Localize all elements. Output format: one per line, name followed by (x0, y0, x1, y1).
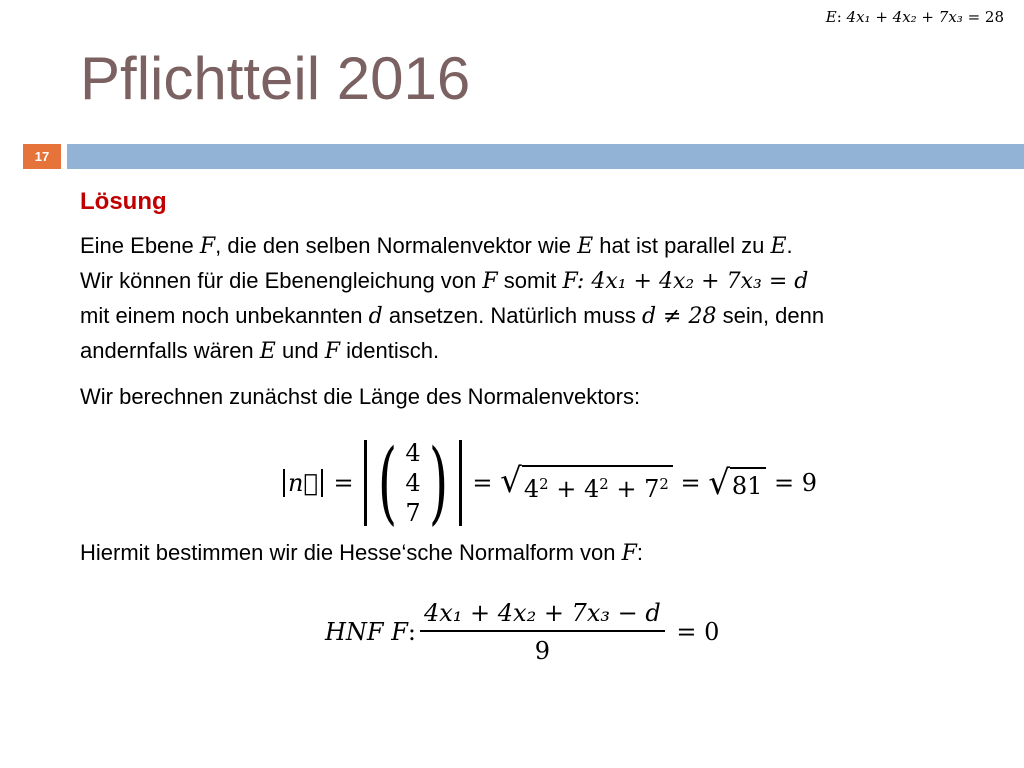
hnf-label: HNF F (325, 618, 408, 646)
text-span: somit (497, 268, 563, 293)
section-heading: Lösung (80, 188, 167, 215)
slide-number-badge: 17 (23, 144, 61, 169)
text-span: Hiermit bestimmen wir die Hesse‘sche Normalform von (80, 540, 622, 565)
text-span: mit einem noch unbekannten (80, 303, 369, 328)
text-span: Eine Ebene (80, 233, 200, 258)
text-span: und (275, 338, 325, 363)
vector-component-2: 4 (405, 469, 421, 497)
radical-sign: √ (500, 461, 522, 502)
vector-component-1: 4 (405, 439, 421, 467)
vector-component-3: 7 (405, 499, 421, 527)
paragraph-line-2 (80, 264, 824, 299)
radicand: $4^2 + 4^2 + 7^2$ (522, 465, 673, 504)
plane-equation-F: F: 4x₁ + 4x₂ + 7x₃ = d (562, 269, 809, 294)
text-span: ansetzen. Natürlich muss (382, 303, 642, 328)
left-parenthesis: ( (378, 430, 398, 535)
text-span: Wir können für die Ebenengleichung von (80, 268, 483, 293)
exponent: 2 (659, 475, 669, 494)
norm-result: 9 (801, 469, 818, 497)
text-span: sein, denn (716, 303, 825, 328)
corner-equals: = (962, 8, 985, 26)
slide-title: Pflichtteil 2016 (80, 45, 471, 112)
hnf-formula (325, 592, 719, 672)
equals-sign: = (672, 469, 709, 497)
normal-vector-symbol: n⃗ (288, 469, 318, 497)
text-span: . (786, 233, 793, 258)
right-parenthesis: ) (428, 430, 448, 535)
equals-sign: = (766, 469, 802, 497)
title-divider-bar (67, 144, 1024, 169)
paragraph-hnf-intro (80, 536, 643, 571)
math-var-d: d (368, 304, 383, 329)
paragraph-line-3 (80, 299, 824, 334)
norm-bar-right (459, 440, 462, 526)
inequality-d: d ≠ 28 (641, 304, 717, 329)
exponent: 2 (539, 475, 549, 494)
text-span: identisch. (340, 338, 440, 363)
math-var-F: F (482, 269, 498, 294)
fraction-numerator: 4x₁ + 4x₂ + 7x₃ − d (423, 599, 661, 627)
paragraph-line-4 (80, 334, 824, 369)
math-var-F: F (199, 234, 216, 259)
corner-lhs: 4x₁ + 4x₂ + 7x₃ (846, 8, 963, 26)
paragraph-line-1 (80, 229, 824, 264)
text-span: : (636, 540, 643, 565)
math-var-E: E (577, 234, 594, 259)
corner-rhs: 28 (984, 8, 1004, 26)
fraction (420, 598, 665, 666)
equals-sign: = (668, 618, 705, 646)
math-var-E: E (259, 339, 276, 364)
column-vector (405, 438, 420, 528)
norm-bar-left (364, 440, 367, 526)
fraction-denominator: 9 (534, 637, 550, 665)
radicand-term: 4 (583, 475, 600, 504)
text-span: , die den selben Normalenvektor wie (215, 233, 578, 258)
abs-bar-right (321, 469, 323, 497)
math-var-F: F (324, 339, 341, 364)
text-span: hat ist parallel zu (593, 233, 771, 258)
corner-colon: : (836, 8, 847, 26)
paragraph-norm-intro: Wir berechnen zunächst die Länge des Normalenvektors: (80, 384, 641, 409)
square-root-81 (708, 463, 766, 503)
radicand-81: 81 (730, 467, 767, 501)
math-var-F: F (621, 541, 637, 566)
corner-equation (826, 8, 1004, 26)
math-var-E: E (770, 234, 787, 259)
abs-bar-left (283, 469, 285, 497)
radicand-term: 7 (644, 475, 660, 504)
text-span: andernfalls wären (80, 338, 260, 363)
hnf-rhs: 0 (704, 618, 720, 646)
radicand-term: 4 (523, 475, 540, 504)
colon: : (407, 618, 416, 646)
corner-plane-name: E (825, 8, 837, 26)
paragraph-parallel-plane (80, 229, 824, 369)
square-root-sum (500, 461, 673, 504)
radical-sign: √ (708, 463, 730, 503)
norm-formula (280, 430, 818, 535)
exponent: 2 (599, 475, 609, 494)
equals-sign: = (464, 469, 501, 497)
equals-sign: = (325, 469, 362, 497)
